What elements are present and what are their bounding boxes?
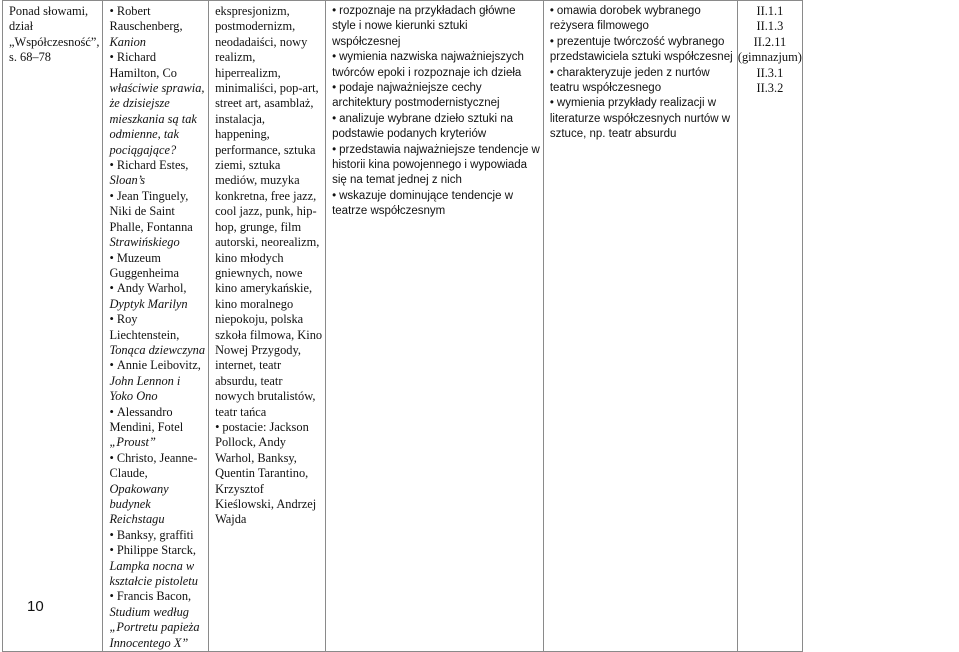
requirement-line: • prezentuje twórczość wybranego (550, 35, 734, 50)
artwork-line: • Richard (109, 50, 205, 65)
requirement-line: • charakteryzuje jeden z nurtów (550, 66, 734, 81)
concept-line: Krzysztof (215, 481, 264, 496)
artwork-line: Studium według (109, 604, 189, 619)
artwork-line: • Philippe Starck, (109, 543, 205, 558)
requirement-line: architektury postmodernistycznej (332, 97, 500, 110)
artwork-line: Opakowany (109, 481, 169, 496)
requirement-line: teatrze współczesnym (332, 205, 446, 218)
reference-line: s. 68–78 (9, 50, 51, 65)
artwork-line: Rauschenberg, (109, 19, 183, 34)
artwork-line: John Lennon i (109, 373, 181, 388)
requirement-line: • wymienia nazwiska najważniejszych (332, 50, 540, 65)
concept-line: mediów, muzyka (215, 173, 300, 188)
artwork-line: • Robert (109, 4, 205, 19)
requirement-line: • podaje najważniejsze cechy (332, 81, 540, 96)
requirement-line: literaturze współczesnych nurtów w (549, 112, 731, 125)
concept-line: internet, teatr (215, 358, 282, 373)
curriculum-code: (gimnazjum) (737, 50, 802, 65)
artwork-line: odmienne, tak (109, 127, 179, 142)
artwork-line: Reichstagu (109, 512, 165, 527)
page-number: 10 (27, 598, 44, 615)
requirement-line: współczesnej (332, 35, 401, 48)
extended-requirements-cell (543, 1, 737, 652)
requirement-line: style i nowe kierunki sztuki (332, 20, 468, 33)
concept-line: Warhol, Banksy, (215, 450, 297, 465)
concept-line: neodadaiści, nowy (215, 34, 308, 49)
concept-line: kino amerykańskie, (215, 281, 313, 296)
curriculum-codes-cell (737, 1, 802, 652)
concept-line: niepokoju, polska (215, 312, 304, 327)
curriculum-code: II.1.1 (756, 4, 784, 18)
artwork-line: • Annie Leibovitz, (109, 358, 205, 373)
requirement-line: • omawia dorobek wybranego (550, 4, 734, 19)
textbook-reference-cell (3, 1, 103, 652)
concept-line: autorski, neorealizm, (215, 235, 320, 250)
table-row (3, 1, 803, 652)
artwork-line: Sloan’s (109, 173, 146, 188)
basic-requirements-cell (326, 1, 544, 652)
artwork-line: • Jean Tinguely, (109, 189, 205, 204)
concepts-cell (209, 1, 326, 652)
concept-line: gniewnych, nowe (215, 265, 303, 280)
artwork-line: „Portretu papieża (109, 620, 200, 635)
curriculum-code: II.2.11 (753, 34, 787, 49)
artwork-line: właściwie sprawia, (109, 81, 205, 96)
requirement-line: • przedstawia najważniejsze tendencje w (332, 143, 540, 158)
artwork-line: Tonąca dziewczyna (109, 342, 206, 357)
concept-line: szkoła filmowa, Kino (215, 327, 323, 342)
artwork-line: Hamilton, Co (109, 65, 177, 80)
concept-line: Wajda (215, 512, 247, 527)
concept-line: teatr tańca (215, 404, 267, 419)
artwork-line: Liechtenstein, (109, 327, 180, 342)
requirement-line: się na temat jednej z nich (332, 174, 462, 187)
concept-line: absurdu, teatr (215, 373, 283, 388)
requirement-line: teatru współczesnego (549, 82, 662, 95)
artwork-line: Mendini, Fotel (109, 419, 184, 434)
concept-line: street art, asamblaż, (215, 96, 314, 111)
requirement-line: • rozpoznaje na przykładach główne (332, 4, 540, 19)
artwork-line: Phalle, Fontanna (109, 219, 193, 234)
concept-line: Pollock, Andy (215, 435, 286, 450)
reference-line: dział (9, 19, 34, 34)
concept-line: cool jazz, punk, hip- (215, 204, 317, 219)
artwork-line: budynek (109, 497, 151, 511)
requirement-line: podstawie podanych kryteriów (332, 128, 487, 141)
artwork-line: Claude, (109, 466, 148, 481)
concept-line: konkretna, free jazz, (215, 188, 317, 203)
concept-line: Quentin Tarantino, (215, 466, 309, 481)
requirement-line: • wymienia przykłady realizacji w (550, 96, 734, 111)
requirement-line: reżysera filmowego (549, 20, 649, 33)
artwork-line: „Proust” (109, 435, 156, 450)
artwork-line: pociągające? (109, 142, 177, 157)
concept-line: kino młodych (215, 250, 284, 265)
concept-line: kino moralnego (215, 296, 294, 311)
concept-line: hiperrealizm, (215, 65, 281, 80)
works-of-art-cell (103, 1, 209, 652)
artwork-line: • Muzeum (109, 251, 205, 266)
reference-line: Ponad słowami, (9, 4, 89, 18)
artwork-line: Guggenheima (109, 265, 179, 280)
artwork-line: • Francis Bacon, (109, 589, 205, 604)
artwork-line: • Roy (109, 312, 205, 327)
artwork-line: • Andy Warhol, (109, 281, 205, 296)
artwork-line: Dyptyk Marilyn (109, 296, 188, 311)
requirement-line: sztuce, np. teatr absurdu (549, 128, 677, 141)
artwork-line: • Christo, Jeanne- (109, 451, 205, 466)
artwork-line: Lampka nocna w (109, 558, 195, 573)
curriculum-table (2, 0, 803, 652)
artwork-line: Innocentego X” (109, 635, 189, 650)
artwork-line: • Banksy, graffiti (109, 528, 205, 543)
artwork-line: że dzisiejsze (109, 96, 170, 111)
concept-line: minimaliści, pop-art, (215, 81, 319, 96)
artwork-line: Niki de Saint (109, 204, 175, 219)
curriculum-code: II.3.1 (756, 65, 784, 80)
concept-line: realizm, (215, 50, 256, 65)
requirement-line: twórców epoki i rozpoznaje ich dzieła (332, 66, 522, 79)
concept-line: ekspresjonizm, (215, 4, 290, 18)
artwork-line: kształcie pistoletu (109, 574, 198, 589)
curriculum-code: II.3.2 (756, 81, 784, 96)
artwork-line: • Alessandro (109, 405, 205, 420)
reference-line: „Współczesność”, (9, 34, 100, 49)
concept-line: instalacja, (215, 111, 265, 126)
concept-line: Kieślowski, Andrzej (215, 497, 317, 511)
artwork-line: mieszkania są tak (109, 111, 197, 126)
requirement-line: przedstawiciela sztuki współczesnej (549, 51, 733, 64)
artwork-line: • Richard Estes, (109, 158, 205, 173)
concept-line: hop, grunge, film (215, 219, 302, 234)
concept-line: nowych brutalistów, (215, 389, 316, 404)
curriculum-code: II.1.3 (756, 19, 784, 34)
concept-line: • postacie: Jackson (215, 420, 322, 435)
requirement-line: • wskazuje dominujące tendencje w (332, 189, 540, 204)
artwork-line: Kanion (109, 34, 146, 49)
requirement-line: historii kina powojennego i wypowiada (332, 159, 528, 172)
artwork-line: Yoko Ono (109, 389, 158, 404)
concept-line: happening, (215, 127, 270, 142)
requirement-line: • analizuje wybrane dzieło sztuki na (332, 112, 540, 127)
concept-line: performance, sztuka (215, 142, 316, 157)
concept-line: ziemi, sztuka (215, 158, 281, 173)
concept-line: Nowej Przygody, (215, 342, 301, 357)
concept-line: postmodernizm, (215, 19, 296, 34)
artwork-line: Strawińskiego (109, 235, 180, 250)
